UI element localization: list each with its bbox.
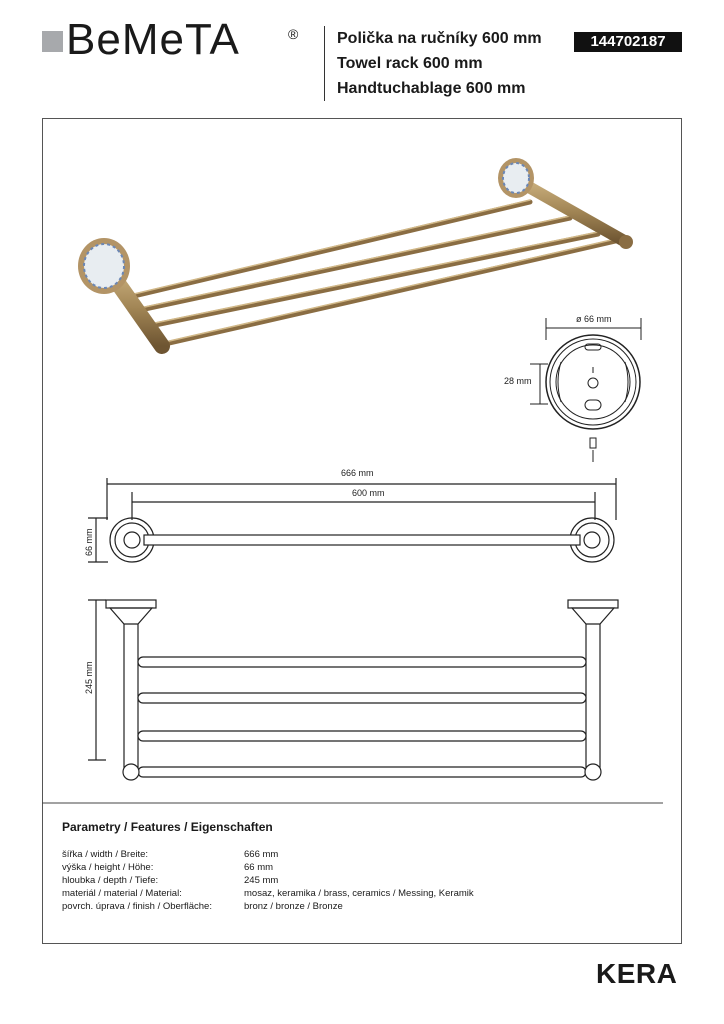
- title-cz: Polička na ručníky 600 mm: [337, 30, 542, 47]
- product-illustration: [78, 158, 633, 346]
- spec-label: výška / height / Höhe:: [62, 862, 154, 873]
- side-view: [88, 600, 618, 780]
- spec-label: materiál / material / Material:: [62, 888, 182, 899]
- spec-label: šířka / width / Breite:: [62, 849, 149, 860]
- specs-section: [62, 820, 474, 913]
- depth-28-label: 28 mm: [504, 376, 532, 386]
- title-en: Towel rack 600 mm: [337, 55, 483, 72]
- wall-plate-detail: [530, 318, 641, 462]
- brand-logo: BeMeTA: [66, 15, 240, 64]
- spec-value: bronz / bronze / Bronze: [244, 901, 343, 912]
- spec-value: 66 mm: [244, 862, 274, 873]
- spec-value: 245 mm: [244, 875, 279, 886]
- rail-width-label: 600 mm: [352, 488, 385, 498]
- series-name: KERA: [596, 958, 678, 989]
- spec-row: [62, 861, 474, 874]
- spec-label: povrch. úprava / finish / Oberfläche:: [62, 901, 212, 912]
- product-code-badge: 144702187: [574, 32, 682, 52]
- spec-value: 666 mm: [244, 849, 279, 860]
- spec-row: [62, 900, 474, 913]
- spec-row: [62, 887, 474, 900]
- spec-row: [62, 874, 474, 887]
- overall-width-label: 666 mm: [341, 468, 374, 478]
- spec-row: [62, 848, 474, 861]
- spec-label: hloubka / depth / Tiefe:: [62, 875, 159, 886]
- title-de: Handtuchablage 600 mm: [337, 80, 526, 97]
- registered-mark: ®: [288, 26, 299, 42]
- depth-label: 245 mm: [84, 661, 94, 694]
- spec-value: mosaz, keramika / brass, ceramics / Messing, Keramik: [244, 888, 474, 899]
- diameter-label: ø 66 mm: [576, 314, 612, 324]
- height-label: 66 mm: [84, 528, 94, 556]
- specs-title: Parametry / Features / Eigenschaften: [62, 820, 273, 834]
